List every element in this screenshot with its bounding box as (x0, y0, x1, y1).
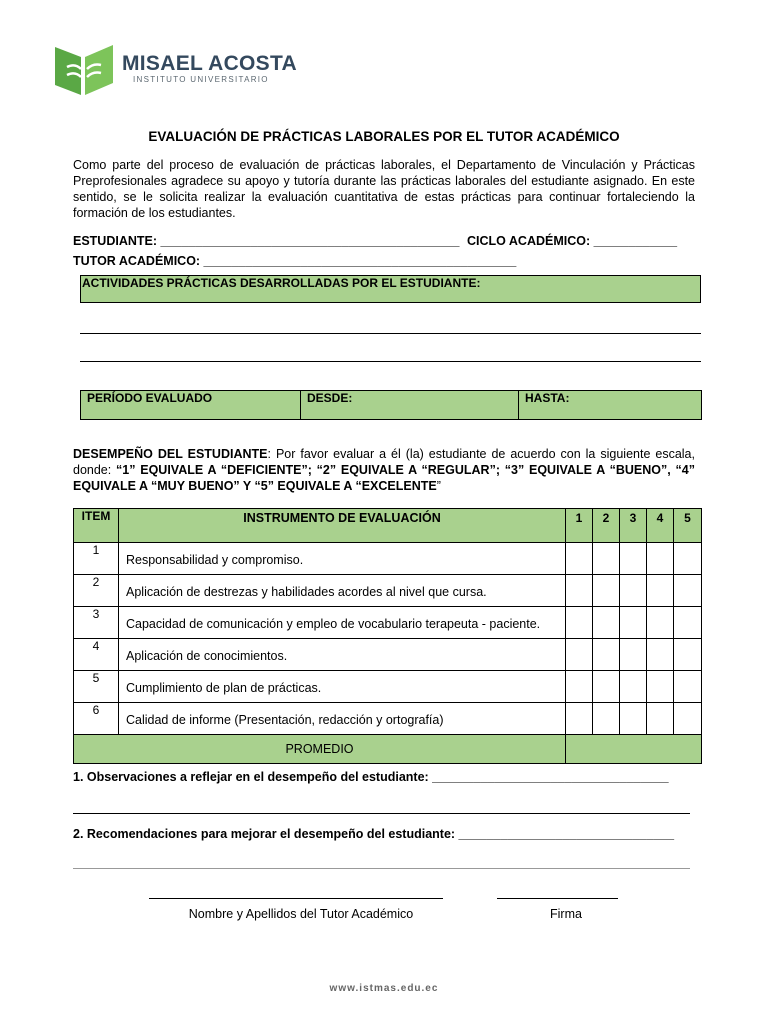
leaf-logo-icon (55, 43, 113, 95)
score-cell[interactable] (620, 671, 647, 703)
activities-line-1[interactable] (80, 333, 701, 334)
score-cell[interactable] (593, 543, 620, 575)
score-cell[interactable] (593, 607, 620, 639)
score-cell[interactable] (647, 703, 674, 735)
footer-url: www.istmas.edu.ec (329, 983, 439, 994)
intro-paragraph: Como parte del proceso de evaluación de prácticas laborales, el Departamento de Vinculación y Prácticas Preprofesionales agradece su apoyo y tutoría durante las prácticas laborales del estudiante asignado. En este sentido, se le solicita realizar la evaluación cuantitativa de estas prácticas para continuar fortaleciendo la formación de los estudiantes. (73, 158, 695, 220)
score-cell[interactable] (593, 703, 620, 735)
row-item: 2 (74, 575, 119, 607)
score-cell[interactable] (647, 575, 674, 607)
col-score-3: 3 (620, 509, 647, 543)
table-header-row (74, 509, 702, 543)
col-score-4: 4 (647, 509, 674, 543)
score-cell[interactable] (566, 671, 593, 703)
score-cell[interactable] (566, 703, 593, 735)
period-to[interactable]: HASTA: (525, 391, 570, 405)
score-cell[interactable] (620, 703, 647, 735)
table-row (74, 671, 702, 703)
score-cell[interactable] (620, 639, 647, 671)
page-title: EVALUACIÓN DE PRÁCTICAS LABORALES POR EL TUTOR ACADÉMICO (148, 129, 620, 144)
row-instrument: Cumplimiento de plan de prácticas. (119, 671, 566, 703)
tutor-name-label: Nombre y Apellidos del Tutor Académico (188, 907, 414, 921)
recommendations-field[interactable]: 2. Recomendaciones para mejorar el desempeño del estudiante: _______________________________ (73, 827, 675, 841)
average-label: PROMEDIO (74, 735, 566, 764)
col-score-1: 1 (566, 509, 593, 543)
col-score-5: 5 (674, 509, 702, 543)
period-row (80, 390, 702, 420)
signature-label: Firma (550, 907, 582, 921)
score-cell[interactable] (674, 607, 702, 639)
score-cell[interactable] (593, 639, 620, 671)
score-cell[interactable] (647, 639, 674, 671)
score-cell[interactable] (647, 607, 674, 639)
activities-line-2[interactable] (80, 361, 701, 362)
row-item: 4 (74, 639, 119, 671)
academic-cycle-field[interactable]: CICLO ACADÉMICO: ____________ (467, 234, 678, 248)
score-cell[interactable] (566, 575, 593, 607)
score-cell[interactable] (593, 671, 620, 703)
row-instrument: Capacidad de comunicación y empleo de vocabulario terapeuta - paciente. (119, 607, 566, 639)
period-label: PERÍODO EVALUADO (81, 391, 301, 419)
period-from[interactable]: DESDE: (301, 391, 519, 419)
score-cell[interactable] (647, 543, 674, 575)
row-instrument: Aplicación de destrezas y habilidades acordes al nivel que cursa. (119, 575, 566, 607)
tutor-name-line[interactable] (149, 898, 443, 899)
score-cell[interactable] (674, 543, 702, 575)
row-item: 5 (74, 671, 119, 703)
performance-description (73, 446, 695, 494)
row-instrument: Responsabilidad y compromiso. (119, 543, 566, 575)
row-item: 6 (74, 703, 119, 735)
score-cell[interactable] (620, 543, 647, 575)
table-row (74, 575, 702, 607)
recommendations-line[interactable] (73, 868, 690, 869)
col-item: ITEM (74, 509, 119, 543)
score-cell[interactable] (620, 575, 647, 607)
table-row (74, 607, 702, 639)
score-cell[interactable] (566, 543, 593, 575)
row-item: 1 (74, 543, 119, 575)
score-cell[interactable] (674, 671, 702, 703)
performance-lead: DESEMPEÑO DEL ESTUDIANTE (73, 447, 268, 461)
score-cell[interactable] (674, 703, 702, 735)
table-row (74, 543, 702, 575)
table-row (74, 703, 702, 735)
performance-scale: “1” EQUIVALE A “DEFICIENTE”; “2” EQUIVALE A “REGULAR”; “3” EQUIVALE A “BUENO”, “4” EQUIVALE A “MUY BUENO” Y “5” EQUIVALE A “EXCELENTE (73, 463, 695, 493)
score-cell[interactable] (593, 575, 620, 607)
score-cell[interactable] (566, 607, 593, 639)
row-instrument: Calidad de informe (Presentación, redacción y ortografía) (119, 703, 566, 735)
score-cell[interactable] (674, 639, 702, 671)
performance-text: : Por favor evaluar a él (la) estudiante de acuerdo con la siguiente escala, donde: (73, 447, 695, 477)
average-value-cell[interactable] (566, 735, 702, 764)
row-instrument: Aplicación de conocimientos. (119, 639, 566, 671)
tutor-field[interactable]: TUTOR ACADÉMICO: _____________________________________________ (73, 254, 517, 268)
signature-line[interactable] (497, 898, 618, 899)
score-cell[interactable] (566, 639, 593, 671)
activities-header: ACTIVIDADES PRÁCTICAS DESARROLLADAS POR EL ESTUDIANTE: (80, 275, 701, 303)
score-cell[interactable] (647, 671, 674, 703)
col-score-2: 2 (593, 509, 620, 543)
student-field[interactable]: ESTUDIANTE: ___________________________________________ (73, 234, 460, 248)
performance-close: ” (436, 479, 441, 493)
row-item: 3 (74, 607, 119, 639)
observations-field[interactable]: 1. Observaciones a reflejar en el desempeño del estudiante: __________________________________ (73, 770, 669, 784)
col-instrument: INSTRUMENTO DE EVALUACIÓN (119, 509, 566, 543)
evaluation-table (73, 508, 702, 764)
logo-subtitle: INSTITUTO UNIVERSITARIO (133, 75, 269, 84)
score-cell[interactable] (620, 607, 647, 639)
logo-name: MISAEL ACOSTA (122, 52, 298, 75)
average-row (74, 735, 702, 764)
score-cell[interactable] (674, 575, 702, 607)
observations-line[interactable] (73, 813, 690, 814)
table-row (74, 639, 702, 671)
